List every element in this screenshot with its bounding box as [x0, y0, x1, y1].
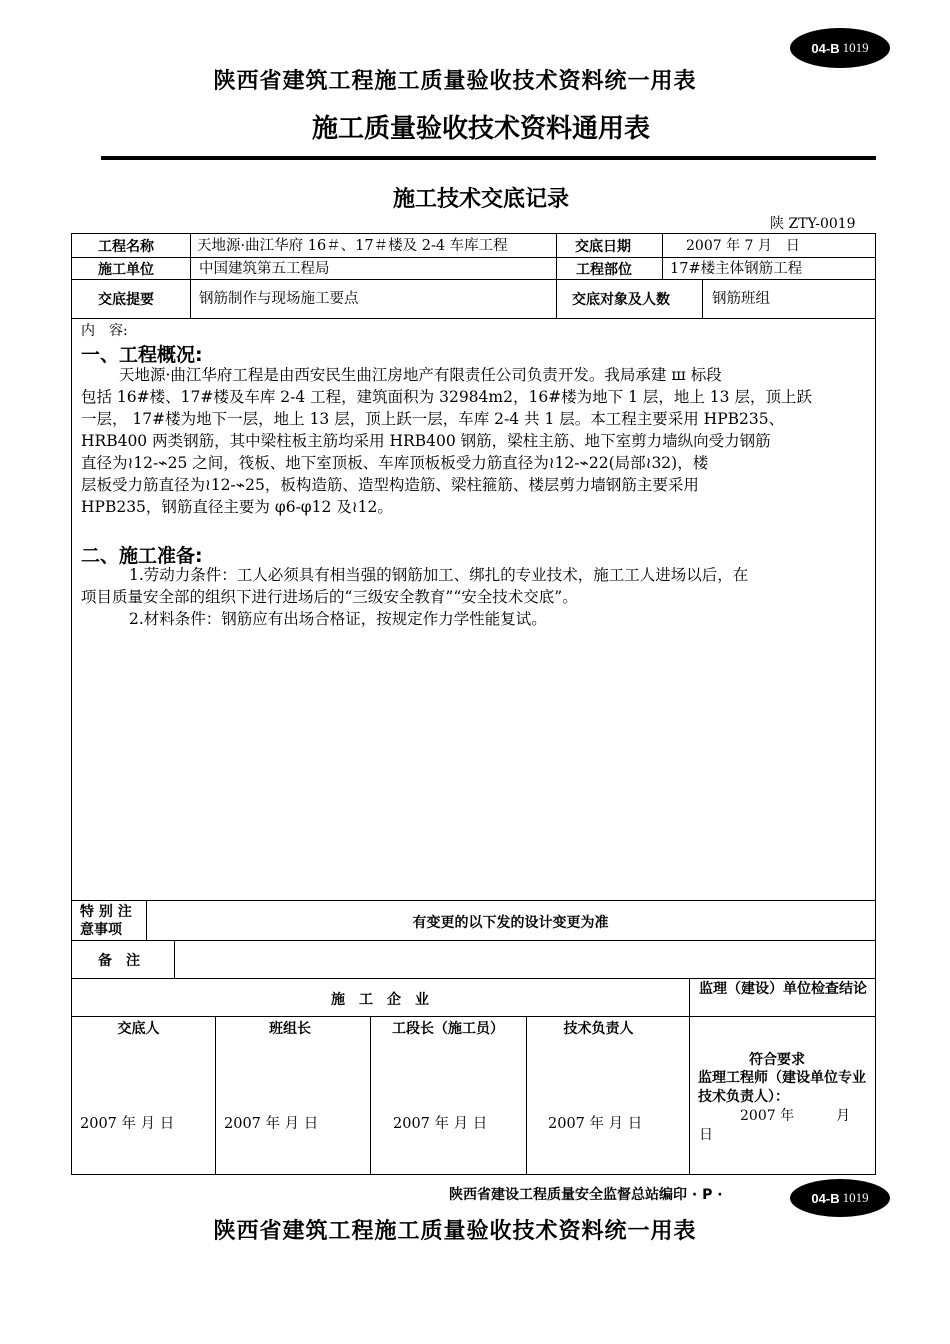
date-label: 交底日期 [575, 239, 631, 255]
record-title: 施工技术交底记录 [392, 187, 569, 212]
role-date: 2007 年 月 日 [80, 1116, 175, 1132]
special-notes-value: 有变更的以下发的设计变更为准 [412, 915, 609, 931]
supervision-label: 监理（建设）单位检查结论 [699, 981, 867, 997]
summary-label: 交底提要 [98, 292, 154, 308]
part-label: 工程部位 [576, 262, 632, 278]
general-table-title: 施工质量验收技术资料通用表 [311, 114, 650, 144]
form-code-prefix: 04-B [811, 40, 840, 56]
company-label: 施工单位 [98, 262, 154, 278]
section-1-line: 天地源·曲江华府工程是由西安民生曲江房地产有限责任公司负责开发。我局承建 ш 标段 [119, 366, 722, 384]
target-label: 交底对象及人数 [572, 292, 670, 308]
section-1-line: 包括 16#楼、17#楼及车库 2-4 工程，建筑面积为 32984m2，16#楼为地下 1 层，地上 13 层，顶上跃 [81, 388, 812, 406]
section-2-line: 项目质量安全部的组织下进行进场后的“三级安全教育”“安全技术交底”。 [81, 588, 578, 606]
content-label: 内 容: [81, 323, 128, 339]
form-code-badge-top [790, 28, 890, 68]
special-notes-label-line2: 意事项 [80, 922, 122, 938]
section-2-line: 1.劳动力条件：工人必须具有相当强的钢筋加工、绑扎的专业技术，施工工人进场以后，在 [129, 566, 749, 584]
form-code-number: 1019 [842, 1190, 869, 1205]
section-1-title: 一、工程概况: [81, 344, 203, 366]
next-page-title: 陕西省建筑工程施工质量验收技术资料统一用表 [213, 1219, 697, 1244]
supervision-signer: 监理工程师（建设单位专业技术负责人）： [698, 1070, 866, 1105]
supervision-date-2: 日 [699, 1127, 713, 1143]
part-value: 17#楼主体钢筋工程 [670, 261, 803, 277]
company-value: 中国建筑第五工程局 [199, 261, 330, 277]
project-name-label: 工程名称 [98, 239, 154, 255]
section-1-line: 层板受力筋直径为≀12-⌁25，板构造筋、造型构造筋、梁柱箍筋、楼层剪力墙钢筋主要采用 [81, 476, 699, 494]
role-date: 2007 年 月 日 [548, 1116, 643, 1132]
form-code-prefix: 04-B [811, 1190, 840, 1206]
special-notes-label [80, 903, 132, 939]
supervision-result: 符合要求 [749, 1052, 805, 1068]
project-name-value: 天地源·曲江华府 16＃、17＃楼及 2-4 车库工程 [197, 238, 508, 254]
form-code-badge-bottom [790, 1179, 890, 1217]
record-number: 陕 ZTY-0019 [770, 216, 856, 232]
role-title: 交底人 [117, 1021, 160, 1037]
section-2-body [81, 564, 871, 630]
special-notes-label-line1: 特 别 注 [80, 904, 132, 920]
section-1-line: 一层， 17#楼为地下一层，地上 13 层，顶上跃一层，车库 2-4 共 1 层。本工程主要采用 HPB235、 [81, 410, 785, 428]
role-title: 工段长（施工员） [392, 1021, 504, 1037]
role-date: 2007 年 月 日 [224, 1116, 319, 1132]
section-1-line: HPB235，钢筋直径主要为 φ6-φ12 及≀12。 [81, 498, 393, 516]
target-value: 钢筋班组 [712, 291, 770, 307]
section-1-body [81, 364, 871, 518]
enterprise-label: 施 工 企 业 [331, 992, 429, 1008]
section-2-line: 2.材料条件：钢筋应有出场合格证，按规定作力学性能复试。 [129, 610, 547, 628]
section-1-line: HRB400 两类钢筋，其中梁柱板主筋均采用 HRB400 钢筋，梁柱主筋、地下室剪力墙纵向受力钢筋 [81, 432, 771, 450]
header-rule [101, 156, 876, 160]
supervision-date-1: 2007 年 月 [740, 1108, 851, 1124]
section-2-title: 二、施工准备: [81, 545, 203, 567]
remarks-label: 备 注 [98, 953, 140, 969]
unified-table-title: 陕西省建筑工程施工质量验收技术资料统一用表 [213, 69, 697, 94]
date-value: 2007 年 7 月 日 [686, 238, 800, 254]
summary-value: 钢筋制作与现场施工要点 [199, 291, 359, 307]
publisher-note: 陕西省建设工程质量安全监督总站编印 · P · [449, 1187, 723, 1203]
role-date: 2007 年 月 日 [393, 1116, 488, 1132]
role-title: 班组长 [269, 1021, 311, 1037]
form-code-number: 1019 [842, 40, 869, 55]
role-title: 技术负责人 [563, 1021, 634, 1037]
section-1-line: 直径为≀12-⌁25 之间，筏板、地下室顶板、车库顶板板受力筋直径为≀12-⌁22(局部≀32)，楼 [81, 454, 709, 472]
